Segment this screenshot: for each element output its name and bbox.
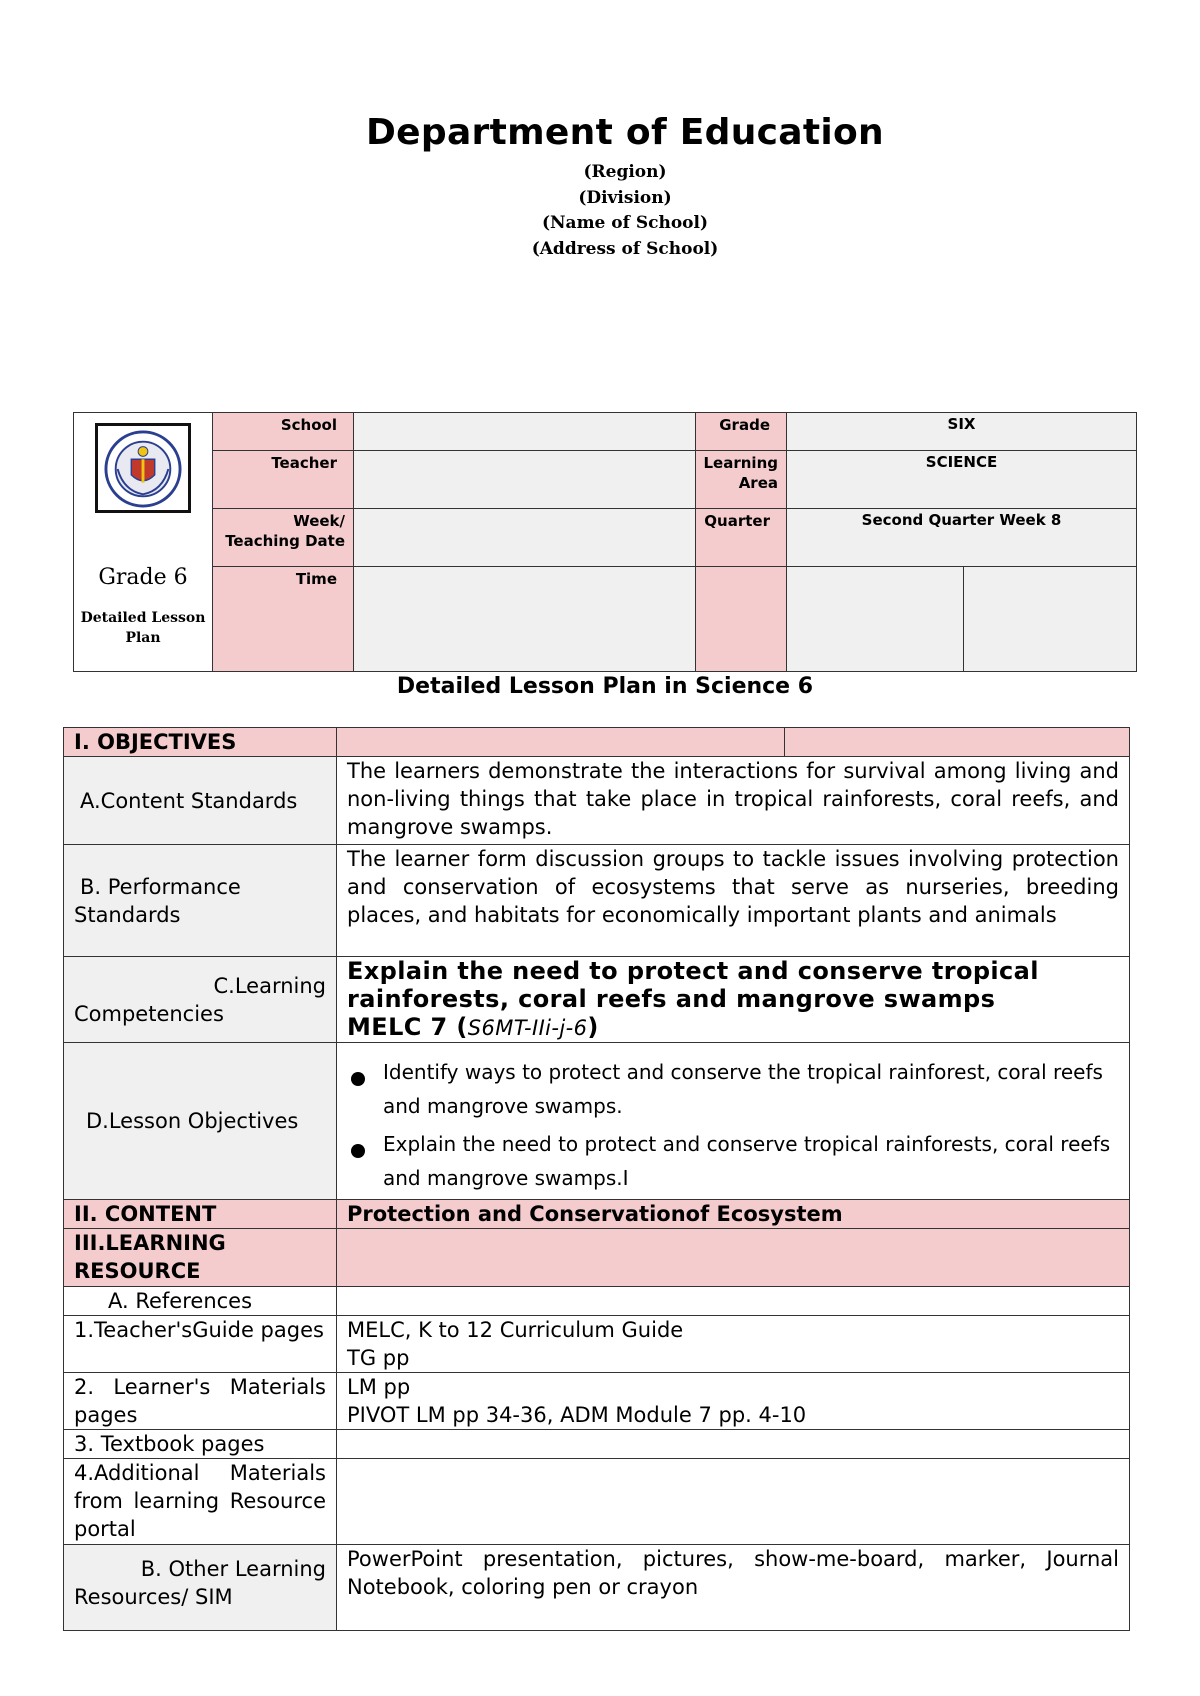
grade-heading: Grade 6 [98,565,188,590]
school-address-text: (Address of School) [531,239,719,259]
objectives-blank-2 [785,728,1130,757]
textbook-label: 3. Textbook pages [64,1430,337,1459]
learning-competencies-label: C.Learning Competencies [64,957,337,1043]
region-text: (Region) [583,162,667,182]
list-item: Identify ways to protect and conserve the tropical rainforest, coral reefs and mangrove swamps. [347,1055,1119,1123]
content-value[interactable]: Protection and Conservationof Ecosystem [337,1200,1130,1229]
quarter-field[interactable]: Second Quarter Week 8 [787,509,1137,567]
learning-area-field[interactable]: SCIENCE [787,451,1137,509]
content-heading: II. CONTENT [64,1200,337,1229]
performance-standards-label: B. Performance Standards [64,845,337,957]
plan-title: Detailed Lesson Plan in Science 6 [396,674,814,699]
time-field[interactable] [354,567,696,672]
week-label: Week/ Teaching Date [213,509,354,567]
additional-materials-value[interactable] [337,1459,1130,1545]
other-resources-label: B. Other Learning Resources/ SIM [64,1545,337,1631]
week-field[interactable] [354,509,696,567]
learning-area-label: Learning Area [696,451,787,509]
learning-resource-heading: III.LEARNING RESOURCE [64,1229,337,1287]
melc-code: S6MT-IIi-j-6 [467,1016,588,1040]
teachers-guide-value[interactable]: MELC, K to 12 Curriculum Guide TG pp [337,1316,1130,1373]
content-standards-value[interactable]: The learners demonstrate the interactions for survival among living and non-living things that take place in tropical rainforests, coral reefs, and mangrove swamps. [337,757,1130,845]
teachers-guide-label: 1.Teacher'sGuide pages [64,1316,337,1373]
objectives-heading: I. OBJECTIVES [64,728,337,757]
quarter-label: Quarter [696,509,787,567]
blank-cell-1[interactable] [787,567,964,672]
deped-seal-icon [95,423,191,513]
learners-materials-label: 2. Learner's Materials pages [64,1373,337,1430]
other-resources-value[interactable]: PowerPoint presentation, pictures, show-me-board, marker, Journal Notebook, coloring pen or crayon [337,1545,1130,1631]
learners-materials-value[interactable]: LM pp PIVOT LM pp 34-36, ADM Module 7 pp. 4-10 [337,1373,1130,1430]
references-value[interactable] [337,1287,1130,1316]
performance-standards-value[interactable]: The learner form discussion groups to tackle issues involving protection and conservation of ecosystems that serve as nurseries, breeding places, and habitats for economically important plants and animals [337,845,1130,957]
teacher-field[interactable] [354,451,696,509]
dlp-caption: Detailed Lesson Plan [80,610,206,646]
textbook-value[interactable] [337,1430,1130,1459]
lesson-plan-table [63,727,1130,1631]
lesson-info-table [73,412,1137,672]
blank-cell-2[interactable] [964,567,1137,672]
school-field[interactable] [354,413,696,451]
teacher-label: Teacher [213,451,354,509]
logo-cell [74,413,213,672]
time-label: Time [213,567,354,672]
learning-competencies-value[interactable]: Explain the need to protect and conserve tropical rainforests, coral reefs and mangrove swamps MELC 7 (S6MT-IIi-j-6) [337,957,1130,1043]
grade-field[interactable]: SIX [787,413,1137,451]
list-item: Explain the need to protect and conserve tropical rainforests, coral reefs and mangrove swamps.I [347,1127,1119,1195]
references-label: A. References [64,1287,337,1316]
lesson-objectives-value[interactable] [337,1043,1130,1200]
school-name-text: (Name of School) [541,213,709,233]
blank-pink-cell [696,567,787,672]
additional-materials-label: 4.Additional Materials from learning Resource portal [64,1459,337,1545]
page-title: Department of Education [366,112,884,153]
division-text: (Division) [578,188,672,208]
objectives-blank-1 [337,728,785,757]
grade-label: Grade [696,413,787,451]
school-label: School [213,413,354,451]
learning-resource-blank [337,1229,1130,1287]
content-standards-label: A.Content Standards [64,757,337,845]
lesson-objectives-label: D.Lesson Objectives [64,1043,337,1200]
